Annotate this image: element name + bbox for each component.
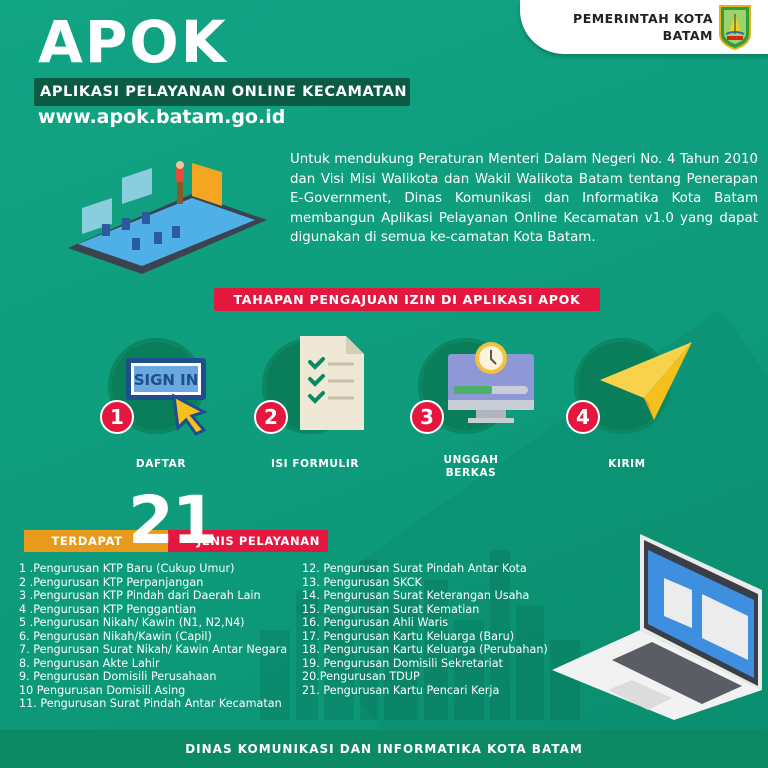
step-1 <box>96 334 236 484</box>
paper-plane-icon <box>598 340 694 420</box>
footer-bar <box>0 730 768 768</box>
online-class-phone-illustration <box>62 148 277 278</box>
service-item: 1 .Pengurusan KTP Baru (Cukup Umur) <box>19 562 235 575</box>
steps-banner <box>214 288 600 311</box>
service-item: 11. Pengurusan Surat Pindah Antar Kecamatan <box>19 697 282 710</box>
step-4 <box>562 334 702 484</box>
services-suffix: JENIS PELAYANAN <box>168 530 328 552</box>
service-item: 14. Pengurusan Surat Keterangan Usaha <box>302 589 530 602</box>
service-item: 18. Pengurusan Kartu Keluarga (Perubahan) <box>302 643 548 656</box>
services-list-column-1 <box>19 562 287 711</box>
step-number-badge: 3 <box>410 400 444 434</box>
service-item: 5 .Pengurusan Nikah/ Kawin (N1, N2,N4) <box>19 616 245 629</box>
step-label: DAFTAR <box>135 458 187 470</box>
upload-monitor-clock-icon <box>446 340 536 430</box>
service-item: 10 Pengurusan Domisili Asing <box>19 683 186 697</box>
sign-in-icon <box>124 356 216 436</box>
service-item: 15. Pengurusan Surat Kematian <box>302 602 480 616</box>
service-item: 21. Pengurusan Kartu Pencari Kerja <box>302 683 500 697</box>
app-subtitle-bar <box>34 78 410 106</box>
service-item: 3 .Pengurusan KTP Pindah dari Daerah Lain <box>19 589 261 602</box>
batam-crest-icon <box>718 4 752 50</box>
svg-text:SIGN IN: SIGN IN <box>133 371 199 389</box>
service-item: 16. Pengurusan Ahli Waris <box>302 616 449 629</box>
checklist-document-icon <box>296 334 368 432</box>
government-name-line2: BATAM <box>662 28 713 43</box>
services-count: 21 <box>128 482 216 559</box>
laptop-illustration <box>552 520 762 720</box>
step-number-badge: 4 <box>566 400 600 434</box>
app-subtitle: APLIKASI PELAYANAN ONLINE KECAMATAN <box>40 84 408 100</box>
step-label-text: UNGGAH BERKAS <box>443 454 499 479</box>
service-item: 7. Pengurusan Surat Nikah/ Kawin Antar Negara <box>19 643 288 656</box>
service-item: 6. Pengurusan Nikah/Kawin (Capil) <box>19 629 212 643</box>
step-2 <box>250 334 390 484</box>
service-item: 19. Pengurusan Domisili Sekretariat <box>302 656 503 670</box>
app-title: APOK <box>38 8 228 76</box>
step-label <box>406 454 536 480</box>
government-name <box>573 10 713 44</box>
step-number-badge: 2 <box>254 400 288 434</box>
website-link[interactable]: www.apok.batam.go.id <box>38 106 286 128</box>
government-name-line1: PEMERINTAH KOTA <box>573 11 713 26</box>
government-header-tab <box>520 0 768 54</box>
service-item: 2 .Pengurusan KTP Perpanjangan <box>19 575 204 589</box>
service-item: 4 .Pengurusan KTP Penggantian <box>19 602 197 616</box>
services-prefix: TERDAPAT <box>24 530 170 552</box>
service-item: 9. Pengurusan Domisili Perusahaan <box>19 670 217 683</box>
services-list-column-2 <box>302 562 548 697</box>
footer-text: DINAS KOMUNIKASI DAN INFORMATIKA KOTA BATAM <box>185 742 583 756</box>
intro-paragraph: Untuk mendukung Peraturan Menteri Dalam Negeri No. 4 Tahun 2010 dan Visi Misi Walikota dan Wakil Walikota Batam tentang Penerapan E-Government, Dinas Komunikasi dan Informatika Kota Batam membangun Aplikasi Pelayanan Online Kecamatan v1.0 yang dapat digunakan di semua ke-camatan Kota Batam. <box>290 152 758 245</box>
step-3 <box>406 334 546 484</box>
step-label: KIRIM <box>608 458 646 470</box>
service-item: 13. Pengurusan SKCK <box>302 575 422 589</box>
steps-banner-label: TAHAPAN PENGAJUAN IZIN DI APLIKASI APOK <box>233 292 581 307</box>
service-item: 20.Pengurusan TDUP <box>302 670 420 683</box>
services-count-heading <box>24 482 334 559</box>
service-item: 12. Pengurusan Surat Pindah Antar Kota <box>302 562 527 575</box>
step-number-badge: 1 <box>100 400 134 434</box>
service-item: 17. Pengurusan Kartu Keluarga (Baru) <box>302 629 515 643</box>
step-label: ISI FORMULIR <box>270 458 360 470</box>
service-item: 8. Pengurusan Akte Lahir <box>19 656 160 670</box>
